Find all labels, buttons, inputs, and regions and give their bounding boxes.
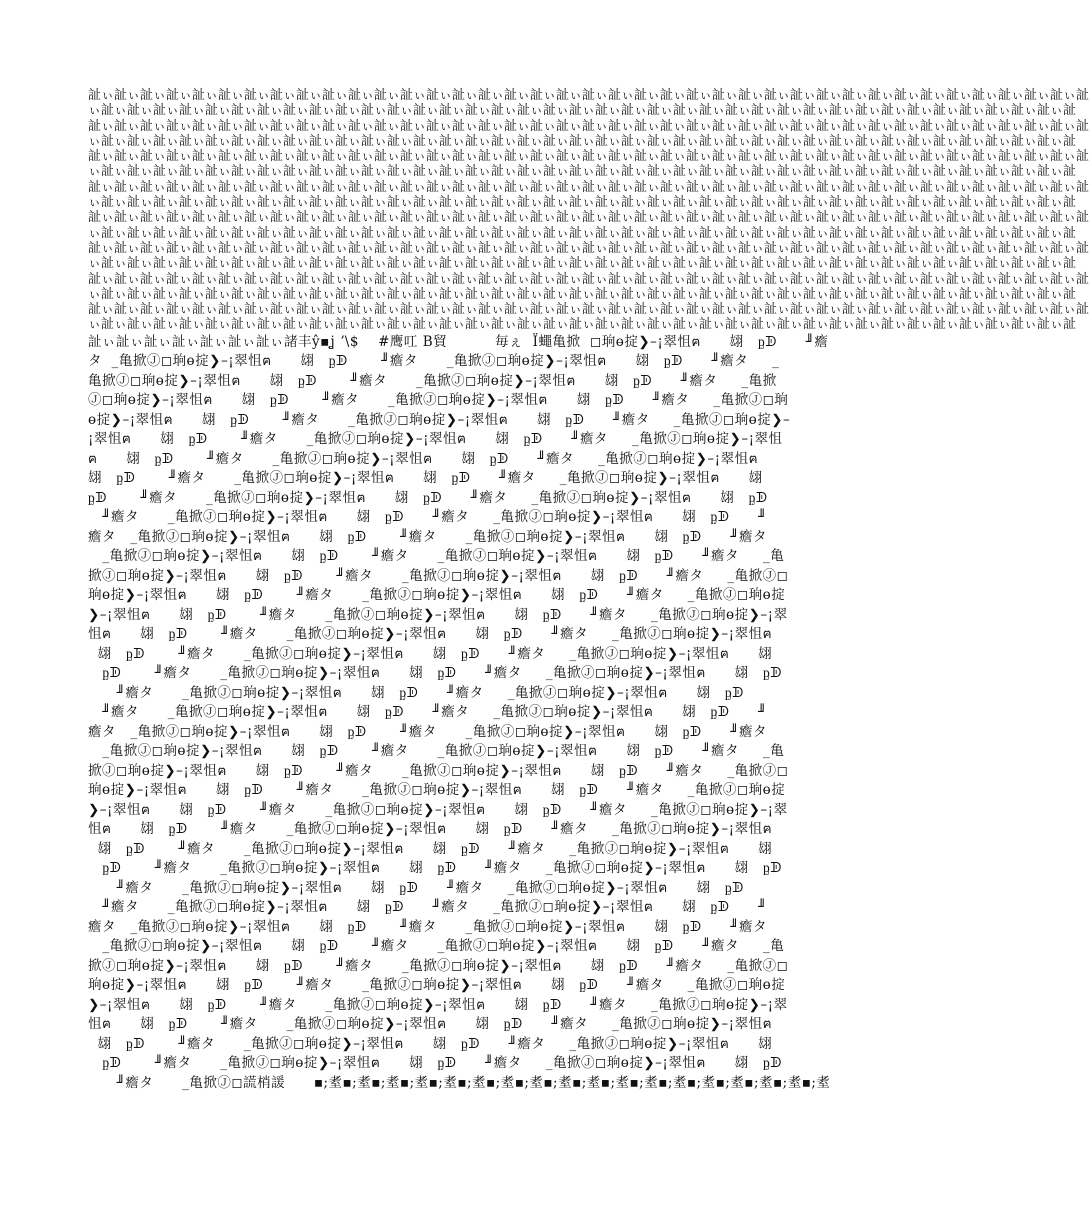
text-line: ᶈᗫ ╜癚タ _亀掀Ⓙ◻珦ө掟❯–¡翠怚ฅ 翃 ᶈᗫ ╜癚タ _亀掀Ⓙ◻珦ө掟❯–¡翠怚ฅ 翃 ᶈᗫ [88,665,782,682]
text-line: Ⓙ◻珦ө掟❯–¡翠怚ฅ 翃 ᶈᗫ ╜癚タ _亀掀Ⓙ◻珦ө掟❯–¡翠怚ฅ 翃 ᶈᗫ ╜癚タ _亀掀Ⓙ◻珦 [88,392,789,409]
text-line: ╜癚タ _亀掀Ⓙ◻珦ө掟❯–¡翠怚ฅ 翃 ᶈᗫ ╜癚タ _亀掀Ⓙ◻珦ө掟❯–¡翠怚ฅ 翃 ᶈᗫ ╜ [88,509,767,526]
text-line: _亀掀Ⓙ◻珦ө掟❯–¡翠怚ฅ 翃 ᶈᗫ ╜癚タ _亀掀Ⓙ◻珦ө掟❯–¡翠怚ฅ 翃 ᶈᗫ ╜癚タ _亀 [88,548,785,565]
text-line: ぃ訨ぃ訨ぃ訨ぃ訨ぃ訨ぃ訨ぃ訨ぃ訨ぃ訨ぃ訨ぃ訨ぃ訨ぃ訨ぃ訨ぃ訨ぃ訨ぃ訨ぃ訨ぃ訨ぃ訨ぃ訨ぃ訨ぃ訨ぃ訨ぃ訨ぃ訨ぃ訨ぃ訨ぃ訨ぃ訨ぃ訨ぃ訨ぃ訨ぃ訨ぃ訨ぃ訨ぃ訨ぃ訨 [88,317,1077,333]
text-line: ぃ訨ぃ訨ぃ訨ぃ訨ぃ訨ぃ訨ぃ訨ぃ訨ぃ訨ぃ訨ぃ訨ぃ訨ぃ訨ぃ訨ぃ訨ぃ訨ぃ訨ぃ訨ぃ訨ぃ訨ぃ訨ぃ訨ぃ訨ぃ訨ぃ訨ぃ訨ぃ訨ぃ訨ぃ訨ぃ訨ぃ訨ぃ訨ぃ訨ぃ訨ぃ訨ぃ訨ぃ訨ぃ訨 [88,286,1077,302]
text-line: ╜癚タ _亀掀Ⓙ◻謊梢諼 ▪;耊▪;耊▪;耊▪;耊▪;耊▪;耊▪;耊▪;耊▪;耊▪;耊▪;耊▪;耊▪;耊▪;耊▪;耊▪;耊▪;耊▪;耊 [88,1074,831,1091]
text-line: 癚タ _亀掀Ⓙ◻珦ө掟❯–¡翠怚ฅ 翃 ᶈᗫ ╜癚タ _亀掀Ⓙ◻珦ө掟❯–¡翠怚ฅ 翃 ᶈᗫ ╜癚タ [88,723,768,740]
text-line: ╜癚タ _亀掀Ⓙ◻珦ө掟❯–¡翠怚ฅ 翃 ᶈᗫ ╜癚タ _亀掀Ⓙ◻珦ө掟❯–¡翠怚ฅ 翃 ᶈᗫ ╜ [88,704,767,721]
text-line: _亀掀Ⓙ◻珦ө掟❯–¡翠怚ฅ 翃 ᶈᗫ ╜癚タ _亀掀Ⓙ◻珦ө掟❯–¡翠怚ฅ 翃 ᶈᗫ ╜癚タ _亀 [88,743,785,760]
text-line: ө掟❯–¡翠怚ฅ 翃 ᶈᗫ ╜癚タ _亀掀Ⓙ◻珦ө掟❯–¡翠怚ฅ 翃 ᶈᗫ ╜癚タ _亀掀Ⓙ◻珦ө掟❯– [88,411,791,428]
text-line: ❯–¡翠怚ฅ 翃 ᶈᗫ ╜癚タ _亀掀Ⓙ◻珦ө掟❯–¡翠怚ฅ 翃 ᶈᗫ ╜癚タ _亀掀Ⓙ◻珦ө掟❯–¡翠 [88,996,788,1013]
text-line: ¡翠怚ฅ 翃 ᶈᗫ ╜癚タ _亀掀Ⓙ◻珦ө掟❯–¡翠怚ฅ 翃 ᶈᗫ ╜癚タ _亀掀Ⓙ◻珦ө掟❯–¡翠怚 [88,431,783,448]
text-line: 翃 ᶈᗫ ╜癚タ _亀掀Ⓙ◻珦ө掟❯–¡翠怚ฅ 翃 ᶈᗫ ╜癚タ _亀掀Ⓙ◻珦ө掟❯–¡翠怚ฅ 翃 [88,645,773,662]
text-line: ╜癚タ _亀掀Ⓙ◻珦ө掟❯–¡翠怚ฅ 翃 ᶈᗫ ╜癚タ _亀掀Ⓙ◻珦ө掟❯–¡翠怚ฅ 翃 ᶈᗫ [88,879,744,896]
text-line: 訨ぃ訨ぃ訨ぃ訨ぃ訨ぃ訨ぃ訨ぃ訨ぃ訨ぃ訨ぃ訨ぃ訨ぃ訨ぃ訨ぃ訨ぃ訨ぃ訨ぃ訨ぃ訨ぃ訨ぃ訨ぃ訨ぃ訨ぃ訨ぃ訨ぃ訨ぃ訨ぃ訨ぃ訨ぃ訨ぃ訨ぃ訨ぃ訨ぃ訨ぃ訨ぃ訨ぃ訨ぃ訨ぃ訨 [88,210,1089,226]
text-line: ぃ訨ぃ訨ぃ訨ぃ訨ぃ訨ぃ訨ぃ訨ぃ訨ぃ訨ぃ訨ぃ訨ぃ訨ぃ訨ぃ訨ぃ訨ぃ訨ぃ訨ぃ訨ぃ訨ぃ訨ぃ訨ぃ訨ぃ訨ぃ訨ぃ訨ぃ訨ぃ訨ぃ訨ぃ訨ぃ訨ぃ訨ぃ訨ぃ訨ぃ訨ぃ訨ぃ訨ぃ訨ぃ訨 [88,195,1077,211]
text-line: 訨ぃ訨ぃ訨ぃ訨ぃ訨ぃ訨ぃ訨ぃ訨ぃ訨ぃ訨ぃ訨ぃ訨ぃ訨ぃ訨ぃ訨ぃ訨ぃ訨ぃ訨ぃ訨ぃ訨ぃ訨ぃ訨ぃ訨ぃ訨ぃ訨ぃ訨ぃ訨ぃ訨ぃ訨ぃ訨ぃ訨ぃ訨ぃ訨ぃ訨ぃ訨ぃ訨ぃ訨ぃ訨ぃ訨 [88,118,1089,134]
text-line: 翃 ᶈᗫ ╜癚タ _亀掀Ⓙ◻珦ө掟❯–¡翠怚ฅ 翃 ᶈᗫ ╜癚タ _亀掀Ⓙ◻珦ө掟❯–¡翠怚ฅ 翃 [88,1035,773,1052]
text-line: 怚ฅ 翃 ᶈᗫ ╜癚タ _亀掀Ⓙ◻珦ө掟❯–¡翠怚ฅ 翃 ᶈᗫ ╜癚タ _亀掀Ⓙ◻珦ө掟❯–¡翠怚ฅ [88,626,773,643]
text-line: ╜癚タ _亀掀Ⓙ◻珦ө掟❯–¡翠怚ฅ 翃 ᶈᗫ ╜癚タ _亀掀Ⓙ◻珦ө掟❯–¡翠怚ฅ 翃 ᶈᗫ ╜ [88,899,767,916]
text-line: ぃ訨ぃ訨ぃ訨ぃ訨ぃ訨ぃ訨ぃ訨ぃ訨ぃ訨ぃ訨ぃ訨ぃ訨ぃ訨ぃ訨ぃ訨ぃ訨ぃ訨ぃ訨ぃ訨ぃ訨ぃ訨ぃ訨ぃ訨ぃ訨ぃ訨ぃ訨ぃ訨ぃ訨ぃ訨ぃ訨ぃ訨ぃ訨ぃ訨ぃ訨ぃ訨ぃ訨ぃ訨ぃ訨 [88,225,1077,241]
text-line: ぃ訨ぃ訨ぃ訨ぃ訨ぃ訨ぃ訨ぃ訨ぃ訨ぃ訨ぃ訨ぃ訨ぃ訨ぃ訨ぃ訨ぃ訨ぃ訨ぃ訨ぃ訨ぃ訨ぃ訨ぃ訨ぃ訨ぃ訨ぃ訨ぃ訨ぃ訨ぃ訨ぃ訨ぃ訨ぃ訨ぃ訨ぃ訨ぃ訨ぃ訨ぃ訨ぃ訨ぃ訨ぃ訨 [88,164,1077,180]
text-line: 翃 ᶈᗫ ╜癚タ _亀掀Ⓙ◻珦ө掟❯–¡翠怚ฅ 翃 ᶈᗫ ╜癚タ _亀掀Ⓙ◻珦ө掟❯–¡翠怚ฅ 翃 [88,840,773,857]
text-line: ❯–¡翠怚ฅ 翃 ᶈᗫ ╜癚タ _亀掀Ⓙ◻珦ө掟❯–¡翠怚ฅ 翃 ᶈᗫ ╜癚タ _亀掀Ⓙ◻珦ө掟❯–¡翠 [88,801,788,818]
text-line: 掀Ⓙ◻珦ө掟❯–¡翠怚ฅ 翃 ᶈᗫ ╜癚タ _亀掀Ⓙ◻珦ө掟❯–¡翠怚ฅ 翃 ᶈᗫ ╜癚タ _亀掀Ⓙ◻ [88,957,789,974]
document-page [88,88,1089,1148]
text-line: ᶈᗫ ╜癚タ _亀掀Ⓙ◻珦ө掟❯–¡翠怚ฅ 翃 ᶈᗫ ╜癚タ _亀掀Ⓙ◻珦ө掟❯–¡翠怚ฅ 翃 ᶈᗫ [88,860,782,877]
text-line: 癚タ _亀掀Ⓙ◻珦ө掟❯–¡翠怚ฅ 翃 ᶈᗫ ╜癚タ _亀掀Ⓙ◻珦ө掟❯–¡翠怚ฅ 翃 ᶈᗫ ╜癚タ [88,918,768,935]
text-line: 珦ө掟❯–¡翠怚ฅ 翃 ᶈᗫ ╜癚タ _亀掀Ⓙ◻珦ө掟❯–¡翠怚ฅ 翃 ᶈᗫ ╜癚タ _亀掀Ⓙ◻珦ө掟 [88,782,786,799]
text-line: ᶈᗫ ╜癚タ _亀掀Ⓙ◻珦ө掟❯–¡翠怚ฅ 翃 ᶈᗫ ╜癚タ _亀掀Ⓙ◻珦ө掟❯–¡翠怚ฅ 翃 ᶈᗫ [88,1055,782,1072]
text-line: 掀Ⓙ◻珦ө掟❯–¡翠怚ฅ 翃 ᶈᗫ ╜癚タ _亀掀Ⓙ◻珦ө掟❯–¡翠怚ฅ 翃 ᶈᗫ ╜癚タ _亀掀Ⓙ◻ [88,567,789,584]
text-line: 掀Ⓙ◻珦ө掟❯–¡翠怚ฅ 翃 ᶈᗫ ╜癚タ _亀掀Ⓙ◻珦ө掟❯–¡翠怚ฅ 翃 ᶈᗫ ╜癚タ _亀掀Ⓙ◻ [88,762,789,779]
text-line: 珦ө掟❯–¡翠怚ฅ 翃 ᶈᗫ ╜癚タ _亀掀Ⓙ◻珦ө掟❯–¡翠怚ฅ 翃 ᶈᗫ ╜癚タ _亀掀Ⓙ◻珦ө掟 [88,587,786,604]
text-line: ぃ訨ぃ訨ぃ訨ぃ訨ぃ訨ぃ訨ぃ訨ぃ訨ぃ訨ぃ訨ぃ訨ぃ訨ぃ訨ぃ訨ぃ訨ぃ訨ぃ訨ぃ訨ぃ訨ぃ訨ぃ訨ぃ訨ぃ訨ぃ訨ぃ訨ぃ訨ぃ訨ぃ訨ぃ訨ぃ訨ぃ訨ぃ訨ぃ訨ぃ訨ぃ訨ぃ訨ぃ訨ぃ訨 [88,103,1077,119]
text-line: ぃ訨ぃ訨ぃ訨ぃ訨ぃ訨ぃ訨ぃ訨ぃ訨ぃ訨ぃ訨ぃ訨ぃ訨ぃ訨ぃ訨ぃ訨ぃ訨ぃ訨ぃ訨ぃ訨ぃ訨ぃ訨ぃ訨ぃ訨ぃ訨ぃ訨ぃ訨ぃ訨ぃ訨ぃ訨ぃ訨ぃ訨ぃ訨ぃ訨ぃ訨ぃ訨ぃ訨ぃ訨ぃ訨 [88,133,1077,149]
text-line: 訨ぃ訨ぃ訨ぃ訨ぃ訨ぃ訨ぃ訨ぃ訨ぃ訨ぃ訨ぃ訨ぃ訨ぃ訨ぃ訨ぃ訨ぃ訨ぃ訨ぃ訨ぃ訨ぃ訨ぃ訨ぃ訨ぃ訨ぃ訨ぃ訨ぃ訨ぃ訨ぃ訨ぃ訨ぃ訨ぃ訨ぃ訨ぃ訨ぃ訨ぃ訨ぃ訨ぃ訨ぃ訨ぃ訨 [88,240,1089,256]
text-line: タ _亀掀Ⓙ◻珦ө掟❯–¡翠怚ฅ 翃 ᶈᗫ ╜癚タ _亀掀Ⓙ◻珦ө掟❯–¡翠怚ฅ 翃 ᶈᗫ ╜癚タ _ [88,353,780,370]
text-line: 訨ぃ訨ぃ訨ぃ訨ぃ訨ぃ訨ぃ訨ぃ諸丰ŷ▪ʝ ʼ\$ #鹰叿 B貿 毎ぇ Ï蠅亀掀 ◻珦ө掟❯–¡翠怚ฅ 翃 ᶈᗫ ╜癚 [88,333,829,350]
text-line: 訨ぃ訨ぃ訨ぃ訨ぃ訨ぃ訨ぃ訨ぃ訨ぃ訨ぃ訨ぃ訨ぃ訨ぃ訨ぃ訨ぃ訨ぃ訨ぃ訨ぃ訨ぃ訨ぃ訨ぃ訨ぃ訨ぃ訨ぃ訨ぃ訨ぃ訨ぃ訨ぃ訨ぃ訨ぃ訨ぃ訨ぃ訨ぃ訨ぃ訨ぃ訨ぃ訨ぃ訨ぃ訨ぃ訨 [88,179,1089,195]
text-line: ฅ 翃 ᶈᗫ ╜癚タ _亀掀Ⓙ◻珦ө掟❯–¡翠怚ฅ 翃 ᶈᗫ ╜癚タ _亀掀Ⓙ◻珦ө掟❯–¡翠怚ฅ [88,450,759,467]
text-line: 癚タ _亀掀Ⓙ◻珦ө掟❯–¡翠怚ฅ 翃 ᶈᗫ ╜癚タ _亀掀Ⓙ◻珦ө掟❯–¡翠怚ฅ 翃 ᶈᗫ ╜癚タ [88,528,768,545]
text-line: 訨ぃ訨ぃ訨ぃ訨ぃ訨ぃ訨ぃ訨ぃ訨ぃ訨ぃ訨ぃ訨ぃ訨ぃ訨ぃ訨ぃ訨ぃ訨ぃ訨ぃ訨ぃ訨ぃ訨ぃ訨ぃ訨ぃ訨ぃ訨ぃ訨ぃ訨ぃ訨ぃ訨ぃ訨ぃ訨ぃ訨ぃ訨ぃ訨ぃ訨ぃ訨ぃ訨ぃ訨ぃ訨ぃ訨 [88,302,1089,318]
text-line: ぃ訨ぃ訨ぃ訨ぃ訨ぃ訨ぃ訨ぃ訨ぃ訨ぃ訨ぃ訨ぃ訨ぃ訨ぃ訨ぃ訨ぃ訨ぃ訨ぃ訨ぃ訨ぃ訨ぃ訨ぃ訨ぃ訨ぃ訨ぃ訨ぃ訨ぃ訨ぃ訨ぃ訨ぃ訨ぃ訨ぃ訨ぃ訨ぃ訨ぃ訨ぃ訨ぃ訨ぃ訨ぃ訨 [88,256,1077,272]
text-line: 訨ぃ訨ぃ訨ぃ訨ぃ訨ぃ訨ぃ訨ぃ訨ぃ訨ぃ訨ぃ訨ぃ訨ぃ訨ぃ訨ぃ訨ぃ訨ぃ訨ぃ訨ぃ訨ぃ訨ぃ訨ぃ訨ぃ訨ぃ訨ぃ訨ぃ訨ぃ訨ぃ訨ぃ訨ぃ訨ぃ訨ぃ訨ぃ訨ぃ訨ぃ訨ぃ訨ぃ訨ぃ訨ぃ訨 [88,271,1089,287]
text-line: 訨ぃ訨ぃ訨ぃ訨ぃ訨ぃ訨ぃ訨ぃ訨ぃ訨ぃ訨ぃ訨ぃ訨ぃ訨ぃ訨ぃ訨ぃ訨ぃ訨ぃ訨ぃ訨ぃ訨ぃ訨ぃ訨ぃ訨ぃ訨ぃ訨ぃ訨ぃ訨ぃ訨ぃ訨ぃ訨ぃ訨ぃ訨ぃ訨ぃ訨ぃ訨ぃ訨ぃ訨ぃ訨ぃ訨 [88,88,1089,103]
text-line: ᶈᗫ ╜癚タ _亀掀Ⓙ◻珦ө掟❯–¡翠怚ฅ 翃 ᶈᗫ ╜癚タ _亀掀Ⓙ◻珦ө掟❯–¡翠怚ฅ 翃 ᶈᗫ [88,489,768,506]
text-line: ╜癚タ _亀掀Ⓙ◻珦ө掟❯–¡翠怚ฅ 翃 ᶈᗫ ╜癚タ _亀掀Ⓙ◻珦ө掟❯–¡翠怚ฅ 翃 ᶈᗫ [88,684,744,701]
text-line: 亀掀Ⓙ◻珦ө掟❯–¡翠怚ฅ 翃 ᶈᗫ ╜癚タ _亀掀Ⓙ◻珦ө掟❯–¡翠怚ฅ 翃 ᶈᗫ ╜癚タ _亀掀 [88,372,777,389]
text-line: 翃 ᶈᗫ ╜癚タ _亀掀Ⓙ◻珦ө掟❯–¡翠怚ฅ 翃 ᶈᗫ ╜癚タ _亀掀Ⓙ◻珦ө掟❯–¡翠怚ฅ 翃 [88,470,763,487]
text-line: 訨ぃ訨ぃ訨ぃ訨ぃ訨ぃ訨ぃ訨ぃ訨ぃ訨ぃ訨ぃ訨ぃ訨ぃ訨ぃ訨ぃ訨ぃ訨ぃ訨ぃ訨ぃ訨ぃ訨ぃ訨ぃ訨ぃ訨ぃ訨ぃ訨ぃ訨ぃ訨ぃ訨ぃ訨ぃ訨ぃ訨ぃ訨ぃ訨ぃ訨ぃ訨ぃ訨ぃ訨ぃ訨ぃ訨 [88,149,1089,165]
text-line: 怚ฅ 翃 ᶈᗫ ╜癚タ _亀掀Ⓙ◻珦ө掟❯–¡翠怚ฅ 翃 ᶈᗫ ╜癚タ _亀掀Ⓙ◻珦ө掟❯–¡翠怚ฅ [88,1016,773,1033]
text-line: 珦ө掟❯–¡翠怚ฅ 翃 ᶈᗫ ╜癚タ _亀掀Ⓙ◻珦ө掟❯–¡翠怚ฅ 翃 ᶈᗫ ╜癚タ _亀掀Ⓙ◻珦ө掟 [88,977,786,994]
text-line: 怚ฅ 翃 ᶈᗫ ╜癚タ _亀掀Ⓙ◻珦ө掟❯–¡翠怚ฅ 翃 ᶈᗫ ╜癚タ _亀掀Ⓙ◻珦ө掟❯–¡翠怚ฅ [88,821,773,838]
text-line: ❯–¡翠怚ฅ 翃 ᶈᗫ ╜癚タ _亀掀Ⓙ◻珦ө掟❯–¡翠怚ฅ 翃 ᶈᗫ ╜癚タ _亀掀Ⓙ◻珦ө掟❯–¡翠 [88,606,788,623]
text-line: _亀掀Ⓙ◻珦ө掟❯–¡翠怚ฅ 翃 ᶈᗫ ╜癚タ _亀掀Ⓙ◻珦ө掟❯–¡翠怚ฅ 翃 ᶈᗫ ╜癚タ _亀 [88,938,785,955]
